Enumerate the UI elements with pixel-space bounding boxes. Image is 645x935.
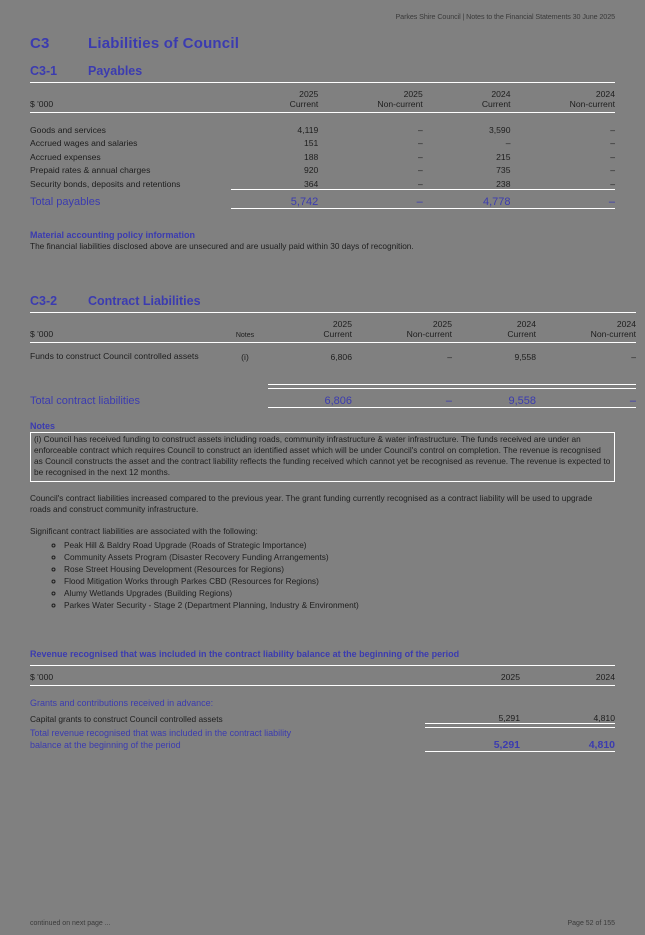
list-item: ◦ Parkes Water Security - Stage 2 (Department Planning, Industry & Environment): [64, 599, 615, 611]
payables-policy-block: [30, 230, 615, 252]
spacer: [30, 686, 615, 699]
payables-col-year-2: 2024: [491, 89, 511, 99]
contract-liabilities-notes: [30, 421, 615, 482]
revenue-total-label-line1: Total revenue recognised that was included in the contract liability: [30, 727, 292, 738]
cl-col-year-0: 2025: [332, 318, 352, 329]
payables-row-2-value-0: 188: [303, 151, 319, 162]
revenue-header-years: [30, 672, 615, 682]
payables-row-3-value-3: –: [610, 165, 615, 175]
revenue-row-0-value-1: 4,810: [593, 713, 615, 724]
cl-col-type-2: Current: [507, 328, 536, 339]
spacer: [30, 252, 615, 282]
revenue-recognised-heading: Revenue recognised that was included in the contract liability balance at the beginning of the period: [30, 649, 460, 660]
payables-col-year-1: 2025: [403, 89, 423, 99]
cl-total-label: Total contract liabilities: [30, 395, 141, 408]
cl-total-row: [30, 388, 636, 407]
spacer: [30, 342, 636, 351]
cl-header-types: [30, 329, 636, 339]
revenue-group-label-row: [30, 698, 615, 710]
payables-row-label-0: Goods and services: [30, 124, 106, 135]
cl-total-value-3: –: [536, 388, 636, 407]
payables-row-1-value-1: –: [417, 138, 423, 148]
cl-col-year-1: 2025: [432, 318, 452, 329]
payables-row-2-value-2: 215: [496, 151, 511, 162]
cl-note-i-text: (i) Council has received funding to construct assets including roads, community infrastructure & water infrastructure. The funds received are under an enforceable contract which requires Council to construct an identified asset which will be under Council's control on completion. The revenue is recognised as Council constructs the asset and the contract liability reflects the funding received which cannot yet be recognised as revenue. The revenue is expected to be recognised in the next 12 months.: [34, 433, 611, 478]
cl-bullets-list: [30, 539, 615, 611]
cl-col-year-3: 2024: [616, 318, 636, 329]
payables-row-3-value-2: 735: [496, 165, 511, 175]
cl-notes-col-label: Notes: [235, 331, 255, 339]
cl-notes-heading: Notes: [30, 420, 56, 431]
payables-col-type-2: Current: [481, 99, 511, 109]
cl-total-value-0: 6,806: [268, 388, 352, 407]
cl-col-type-3: Non-current: [590, 328, 636, 339]
payables-row-0-value-1: –: [417, 124, 423, 135]
cl-header-years: [30, 319, 636, 329]
cl-col-year-2: 2024: [516, 318, 536, 329]
subsection-heading-c3-1: [30, 64, 615, 78]
payables-row-0-value-0: 4,119: [297, 124, 319, 135]
payables-row-4-value-0: 364: [303, 178, 319, 189]
revenue-col-year-0: 2025: [500, 672, 520, 683]
payables-total-row: [30, 189, 615, 208]
cl-commentary: Council's contract liabilities increased compared to the previous year. The grant funding currently recognised as a contract liability will be used to upgrade roads and construct community infrastructure.: [30, 492, 593, 514]
subsection-title-c3-1: Payables: [88, 64, 143, 78]
payables-policy-heading: Material accounting policy information: [30, 229, 196, 240]
payables-total-value-0: 5,742: [231, 189, 319, 208]
cl-row-label-0: Funds to construct Council controlled assets: [30, 350, 199, 361]
cl-row-0-value-1: –: [447, 351, 452, 362]
payables-table: [30, 82, 615, 212]
contract-liabilities-table: [30, 312, 636, 411]
cl-note-i-box: [30, 432, 615, 482]
payables-row-label-1: Accrued wages and salaries: [30, 138, 138, 148]
revenue-col-year-1: 2024: [595, 672, 615, 683]
revenue-total-value-1: 4,810: [520, 728, 615, 751]
payables-row-1-value-3: –: [610, 138, 615, 148]
revenue-row-label-0: Capital grants to construct Council controlled assets: [30, 713, 223, 724]
spacer: [30, 611, 615, 649]
subsection-title-c3-2: Contract Liabilities: [88, 293, 201, 308]
running-header: Parkes Shire Council | Notes to the Financial Statements 30 June 2025: [395, 12, 615, 21]
table-row: [30, 148, 615, 162]
subsection-heading-c3-2: [30, 294, 615, 308]
revenue-total-label-line2: balance at the beginning of the period: [30, 739, 181, 750]
payables-header-types: [30, 99, 615, 109]
spacer: [30, 515, 615, 525]
list-item: ◦ Flood Mitigation Works through Parkes CBD (Resources for Regions): [64, 575, 615, 587]
list-item: ◦ Alumy Wetlands Upgrades (Building Regions): [64, 587, 615, 599]
payables-row-0-value-2: 3,590: [488, 124, 511, 135]
payables-row-label-3: Prepaid rates & annual charges: [30, 165, 151, 175]
cl-bullets-intro: Significant contract liabilities are associated with the following:: [30, 525, 258, 536]
footer-page-number: Page 52 of 155: [567, 920, 615, 927]
payables-row-label-2: Accrued expenses: [30, 151, 101, 162]
revenue-recognised-table: [30, 665, 615, 755]
cl-row-0-value-0: 6,806: [330, 351, 352, 362]
revenue-units-label: $ '000: [30, 672, 54, 683]
subsection-number-c3-2: C3-2: [30, 293, 58, 308]
table-row: [30, 175, 615, 189]
payables-col-type-3: Non-current: [569, 99, 615, 109]
payables-units-label: $ '000: [30, 99, 54, 109]
payables-total-label: Total payables: [30, 196, 101, 208]
spacer: [30, 362, 636, 385]
payables-row-4-value-1: –: [417, 178, 423, 189]
revenue-row-0-value-0: 5,291: [498, 713, 520, 724]
list-item: ◦ Community Assets Program (Disaster Recovery Funding Arrangements): [64, 551, 615, 563]
list-item: ◦ Peak Hill & Baldry Road Upgrade (Roads of Strategic Importance): [64, 539, 615, 551]
payables-col-type-1: Non-current: [377, 99, 423, 109]
cl-row-0-value-2: 9,558: [514, 351, 536, 362]
revenue-total-label: [30, 728, 425, 751]
cl-total-value-2: 9,558: [452, 388, 536, 407]
list-item: ◦ Rose Street Housing Development (Resources for Regions): [64, 563, 615, 575]
payables-row-0-value-3: –: [610, 124, 615, 135]
payables-row-4-value-3: –: [610, 178, 615, 189]
revenue-total-underline: [30, 751, 615, 755]
revenue-total-value-0: 5,291: [425, 728, 520, 751]
spacer: [30, 482, 615, 492]
cl-row-note-0: (i): [241, 351, 249, 362]
payables-row-2-value-3: –: [610, 151, 615, 162]
spacer: [30, 411, 615, 421]
payables-col-year-3: 2024: [595, 89, 615, 99]
table-row: [30, 135, 615, 149]
page-footer: [30, 920, 615, 927]
cl-col-type-1: Non-current: [406, 328, 452, 339]
payables-row-3-value-0: 920: [303, 165, 319, 175]
payables-row-label-4: Security bonds, deposits and retentions: [30, 179, 181, 189]
table-row: [30, 162, 615, 176]
payables-row-4-value-2: 238: [496, 178, 511, 189]
revenue-total-row: [30, 728, 615, 751]
table-row: [30, 121, 615, 135]
spacer: [30, 212, 615, 230]
cl-col-type-0: Current: [323, 328, 352, 339]
payables-total-value-2: 4,778: [423, 189, 511, 208]
payables-col-year-0: 2025: [299, 89, 319, 99]
payables-col-type-0: Current: [289, 99, 319, 109]
section-title-c3: Liabilities of Council: [88, 35, 240, 52]
revenue-group-label: Grants and contributions received in advance:: [30, 698, 214, 709]
payables-row-1-value-0: 151: [303, 138, 319, 148]
payables-policy-text: The financial liabilities disclosed above are unsecured and are usually paid within 30 days of recognition.: [30, 240, 414, 251]
section-number-c3: C3: [30, 35, 50, 52]
table-row: [30, 351, 636, 362]
cl-row-0-value-3: –: [631, 351, 636, 362]
payables-row-3-value-1: –: [417, 165, 423, 175]
cl-units-label: $ '000: [30, 328, 54, 339]
footer-continued-label: continued on next page ...: [30, 920, 111, 927]
payables-total-value-1: –: [318, 189, 422, 208]
subsection-number-c3-1: C3-1: [30, 64, 58, 78]
payables-row-1-value-2: –: [505, 138, 511, 148]
payables-row-2-value-1: –: [417, 151, 423, 162]
spacer: [30, 113, 615, 122]
section-heading-c3: [30, 35, 615, 52]
payables-header-years: [30, 89, 615, 99]
cl-total-value-1: –: [352, 388, 452, 407]
table-row: [30, 710, 615, 724]
payables-total-value-3: –: [510, 189, 615, 208]
